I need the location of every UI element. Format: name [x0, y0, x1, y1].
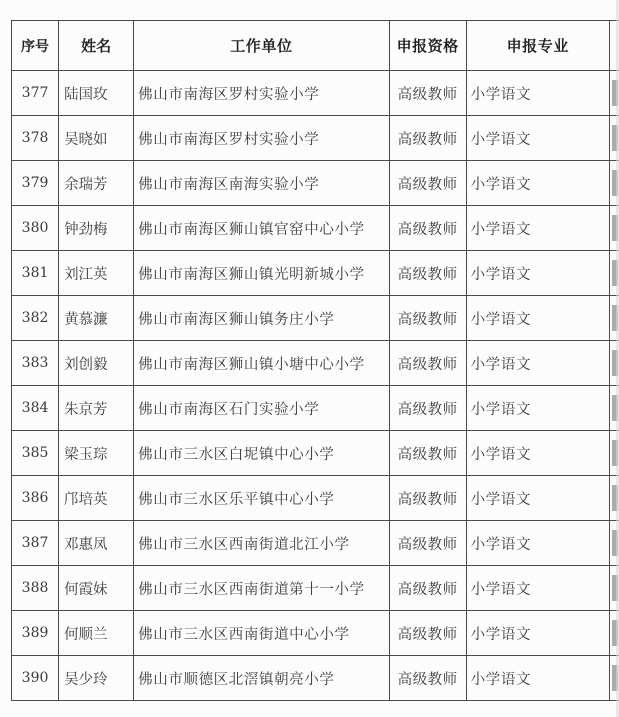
table-row: [12, 566, 619, 611]
cell-major: 小学语文: [466, 476, 609, 521]
cell-qualification: 高级教师: [389, 251, 466, 296]
cell-unit: 佛山市南海区南海实验小学: [134, 161, 389, 206]
cell-unit: 佛山市南海区罗村实验小学: [134, 116, 389, 161]
cell-name: 邓惠凤: [59, 521, 134, 566]
cell-qualification: 高级教师: [389, 431, 466, 476]
cell-major: 小学语文: [466, 206, 609, 251]
cell-no: 384: [12, 386, 59, 431]
cell-major: 小学语文: [466, 431, 609, 476]
cell-name: 刘江英: [59, 251, 134, 296]
cell-name: 陆国玫: [59, 71, 134, 116]
header-unit: 工作单位: [134, 21, 389, 71]
cell-unit: 佛山市三水区乐平镇中心小学: [134, 476, 389, 521]
cell-qualification: 高级教师: [389, 566, 466, 611]
table-row: [12, 386, 619, 431]
table-row: [12, 71, 619, 116]
cell-unit: 佛山市三水区西南街道第十一小学: [134, 566, 389, 611]
cell-unit: 佛山市南海区狮山镇务庄小学: [134, 296, 389, 341]
cell-unit: 佛山市南海区狮山镇光明新城小学: [134, 251, 389, 296]
table-row: [12, 161, 619, 206]
table-body: [12, 71, 619, 701]
cell-major: 小学语文: [466, 341, 609, 386]
cell-unit: 佛山市三水区西南街道中心小学: [134, 611, 389, 656]
cell-major: 小学语文: [466, 116, 609, 161]
cell-qualification: 高级教师: [389, 521, 466, 566]
header-no: 序号: [12, 21, 59, 71]
cell-qualification: 高级教师: [389, 206, 466, 251]
cell-major: 小学语文: [466, 386, 609, 431]
cell-unit: 佛山市顺德区北滘镇朝亮小学: [134, 656, 389, 701]
cell-unit: 佛山市南海区石门实验小学: [134, 386, 389, 431]
table-row: [12, 431, 619, 476]
cell-no: 382: [12, 296, 59, 341]
table-row: [12, 476, 619, 521]
cell-major: 小学语文: [466, 251, 609, 296]
table-row: [12, 521, 619, 566]
cell-no: 389: [12, 611, 59, 656]
cell-major: 小学语文: [466, 71, 609, 116]
header-name: 姓名: [59, 21, 134, 71]
cell-no: 388: [12, 566, 59, 611]
table-row: [12, 656, 619, 701]
cell-no: 381: [12, 251, 59, 296]
table-row: [12, 206, 619, 251]
cell-major: 小学语文: [466, 566, 609, 611]
cell-major: 小学语文: [466, 611, 609, 656]
cell-name: 刘创毅: [59, 341, 134, 386]
cell-no: 385: [12, 431, 59, 476]
table-row: [12, 116, 619, 161]
cell-name: 吴少玲: [59, 656, 134, 701]
cell-qualification: 高级教师: [389, 611, 466, 656]
cell-unit: 佛山市三水区西南街道北江小学: [134, 521, 389, 566]
cell-name: 何顺兰: [59, 611, 134, 656]
cell-qualification: 高级教师: [389, 386, 466, 431]
cell-qualification: 高级教师: [389, 116, 466, 161]
cell-name: 朱京芳: [59, 386, 134, 431]
cell-major: 小学语文: [466, 521, 609, 566]
cell-name: 余瑞芳: [59, 161, 134, 206]
table-row: [12, 296, 619, 341]
cell-no: 379: [12, 161, 59, 206]
cell-no: 383: [12, 341, 59, 386]
cell-major: 小学语文: [466, 161, 609, 206]
cell-qualification: 高级教师: [389, 71, 466, 116]
table-header-row: [12, 21, 619, 71]
cell-no: 387: [12, 521, 59, 566]
cell-no: 386: [12, 476, 59, 521]
header-major: 申报专业: [466, 21, 609, 71]
cell-name: 钟劲梅: [59, 206, 134, 251]
cell-name: 黄慕濂: [59, 296, 134, 341]
cell-qualification: 高级教师: [389, 341, 466, 386]
cell-major: 小学语文: [466, 656, 609, 701]
cell-unit: 佛山市三水区白坭镇中心小学: [134, 431, 389, 476]
cell-qualification: 高级教师: [389, 161, 466, 206]
cell-name: 吴晓如: [59, 116, 134, 161]
cell-no: 378: [12, 116, 59, 161]
cell-qualification: 高级教师: [389, 476, 466, 521]
table-row: [12, 611, 619, 656]
cell-no: 390: [12, 656, 59, 701]
cell-major: 小学语文: [466, 296, 609, 341]
cell-no: 377: [12, 71, 59, 116]
cell-unit: 佛山市南海区狮山镇官窑中心小学: [134, 206, 389, 251]
cell-qualification: 高级教师: [389, 296, 466, 341]
cell-qualification: 高级教师: [389, 656, 466, 701]
table-row: [12, 341, 619, 386]
teacher-roster-table: [11, 20, 619, 701]
cell-no: 380: [12, 206, 59, 251]
cell-unit: 佛山市南海区狮山镇小塘中心小学: [134, 341, 389, 386]
table-row: [12, 251, 619, 296]
cell-name: 何霞妹: [59, 566, 134, 611]
header-qualification: 申报资格: [389, 21, 466, 71]
cell-name: 邝培英: [59, 476, 134, 521]
cell-unit: 佛山市南海区罗村实验小学: [134, 71, 389, 116]
cell-name: 梁玉琮: [59, 431, 134, 476]
